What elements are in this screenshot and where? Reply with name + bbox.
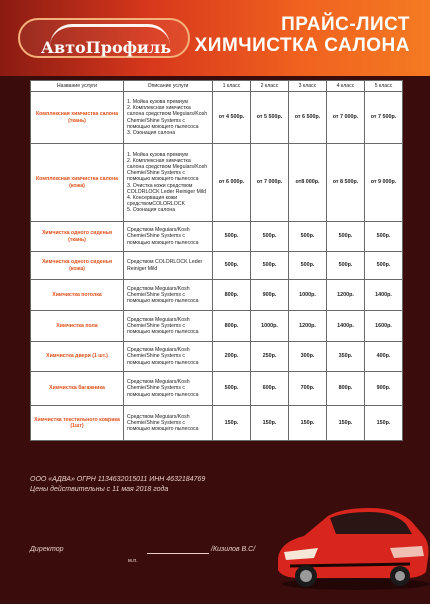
description-line: Средством Meguiars/Kosh Chemie/Shine Systems с помощью моющего пылесоса: [127, 413, 199, 433]
table-row: [31, 406, 403, 441]
service-name: Химчистка двери (1 шт.): [31, 342, 124, 372]
service-description: [124, 222, 213, 252]
service-description: [124, 280, 213, 311]
price-cell-class-1: 500р.: [213, 222, 251, 252]
price-cell-class-3: 500р.: [289, 252, 327, 280]
signature-line: [147, 553, 209, 554]
table-row: [31, 252, 403, 280]
price-cell-class-5: 500р.: [365, 252, 403, 280]
price-validity: Цены действительны с 11 мая 2018 года: [30, 486, 169, 493]
service-name: Химчистка пола: [31, 311, 124, 342]
price-cell-class-1: от 4 500р.: [213, 92, 251, 144]
price-cell-class-4: 1200р.: [327, 280, 365, 311]
price-cell-class-1: от 6 000р.: [213, 144, 251, 222]
price-cell-class-1: 200р.: [213, 342, 251, 372]
service-description: [124, 372, 213, 406]
price-cell-class-4: от 8 500р.: [327, 144, 365, 222]
price-cell-class-3: 700р.: [289, 372, 327, 406]
column-header: 1 класс: [213, 81, 251, 92]
price-cell-class-2: 500р.: [251, 222, 289, 252]
description-line: 5. Озонация салона: [127, 207, 176, 213]
price-cell-class-2: от 7 000р.: [251, 144, 289, 222]
price-cell-class-2: 150р.: [251, 406, 289, 441]
stamp-label: м.п.: [128, 558, 138, 564]
description-line: 3. Очистка кожи средством COLORLOCK Leder Reiniger Mild: [127, 182, 206, 195]
service-description: [124, 406, 213, 441]
table-row: [31, 144, 403, 222]
table-row: [31, 342, 403, 372]
price-cell-class-5: 400р.: [365, 342, 403, 372]
price-cell-class-2: 900р.: [251, 280, 289, 311]
price-cell-class-2: 250р.: [251, 342, 289, 372]
description-line: Средством Meguiars/Kosh Chemie/Shine Systems с помощью моющего пылесоса: [127, 285, 199, 305]
price-cell-class-1: 150р.: [213, 406, 251, 441]
column-header: 2 класс: [251, 81, 289, 92]
description-line: 2. Комплексная химчистка салона средством Meguiars/Kosh Chemie/Shine Systems с помощью моющего пылесоса: [127, 158, 208, 183]
service-name: Химчистка потолка: [31, 280, 124, 311]
price-cell-class-1: 800р.: [213, 280, 251, 311]
price-cell-class-5: 150р.: [365, 406, 403, 441]
description-line: Средством Meguiars/Kosh Chemie/Shine Systems с помощью моющего пылесоса: [127, 316, 199, 336]
brand-logo: [18, 18, 190, 58]
page-title-line2: ХИМЧИСТКА САЛОНА: [194, 35, 410, 56]
column-header: 5 класс: [365, 81, 403, 92]
price-cell-class-1: 800р.: [213, 311, 251, 342]
table-row: [31, 92, 403, 144]
price-cell-class-4: 1400р.: [327, 311, 365, 342]
price-cell-class-3: 1200р.: [289, 311, 327, 342]
price-cell-class-3: 300р.: [289, 342, 327, 372]
service-name: Химчистка текстильного коврика (1шт): [31, 406, 124, 441]
price-cell-class-5: от 7 500р.: [365, 92, 403, 144]
table-header-row: [31, 81, 403, 92]
price-table: [30, 80, 403, 441]
price-cell-class-4: 500р.: [327, 252, 365, 280]
column-header: Описание услуги: [124, 81, 213, 92]
description-line: Средством COLORLOCK Leder Reiniger Mild: [127, 259, 203, 272]
service-description: [124, 252, 213, 280]
price-cell-class-5: 1400р.: [365, 280, 403, 311]
description-line: 3. Озонация салона: [127, 129, 176, 136]
table-row: [31, 280, 403, 311]
description-line: 2. Комплексная химчистка салона средством Meguiars/Kosh Chemie/Shine Systems с помощью моющего пылесоса: [127, 105, 208, 130]
page-title-line1: ПРАЙС-ЛИСТ: [281, 14, 410, 35]
price-cell-class-2: 1000р.: [251, 311, 289, 342]
column-header: 4 класс: [327, 81, 365, 92]
price-cell-class-5: 500р.: [365, 222, 403, 252]
price-cell-class-2: 600р.: [251, 372, 289, 406]
price-cell-class-3: от8 000р.: [289, 144, 327, 222]
header-banner: [0, 0, 430, 76]
column-header: Название услуги: [31, 81, 124, 92]
logo-text: АвтоПрофиль: [40, 38, 172, 57]
price-cell-class-5: 1600р.: [365, 311, 403, 342]
price-cell-class-3: 500р.: [289, 222, 327, 252]
price-cell-class-4: от 7 000р.: [327, 92, 365, 144]
price-cell-class-4: 350р.: [327, 342, 365, 372]
price-cell-class-3: 150р.: [289, 406, 327, 441]
price-cell-class-5: от 9 000р.: [365, 144, 403, 222]
service-description: [124, 92, 213, 144]
description-line: 1. Мойка кузова премиум: [127, 99, 188, 106]
service-name: Химчистка одного сиденья (ткань): [31, 222, 124, 252]
column-header: 3 класс: [289, 81, 327, 92]
price-cell-class-3: 1000р.: [289, 280, 327, 311]
price-cell-class-4: 150р.: [327, 406, 365, 441]
service-description: [124, 342, 213, 372]
service-name: Комплексная химчистка салона (кожа): [31, 144, 124, 222]
description-line: Средством Meguiars/Kosh Chemie/Shine Systems с помощью моющего пылесоса: [127, 379, 199, 398]
service-name: Химчистка багажника: [31, 372, 124, 406]
price-cell-class-1: 500р.: [213, 372, 251, 406]
car-illustration-icon: [270, 486, 430, 592]
service-name: Комплексная химчистка салона (ткань): [31, 92, 124, 144]
price-cell-class-2: 500р.: [251, 252, 289, 280]
director-name: /Кизилов В.С/: [211, 546, 256, 553]
table-row: [31, 372, 403, 406]
description-line: Средством Meguiars/Kosh Chemie/Shine Systems с помощью моющего пылесоса: [127, 227, 199, 246]
price-cell-class-1: 500р.: [213, 252, 251, 280]
table-row: [31, 311, 403, 342]
director-label: Директор: [30, 546, 64, 553]
price-cell-class-5: 900р.: [365, 372, 403, 406]
company-details: ООО «АДВА» ОГРН 1134632015011 ИНН 4632184769: [30, 476, 206, 483]
price-cell-class-4: 500р.: [327, 222, 365, 252]
description-line: 1. Мойка кузова премиум: [127, 151, 188, 158]
service-description: [124, 311, 213, 342]
price-cell-class-3: от 6 500р.: [289, 92, 327, 144]
price-cell-class-4: 800р.: [327, 372, 365, 406]
price-cell-class-2: от 5 500р.: [251, 92, 289, 144]
description-line: Средством Meguiars/Kosh Chemie/Shine Systems с помощью моющего пылесоса: [127, 347, 199, 366]
service-description: [124, 144, 213, 222]
service-name: Химчистка одного сиденья (кожа): [31, 252, 124, 280]
description-line: 4. Консервация кожи средствомCOLORLOCK: [127, 194, 185, 207]
table-row: [31, 222, 403, 252]
